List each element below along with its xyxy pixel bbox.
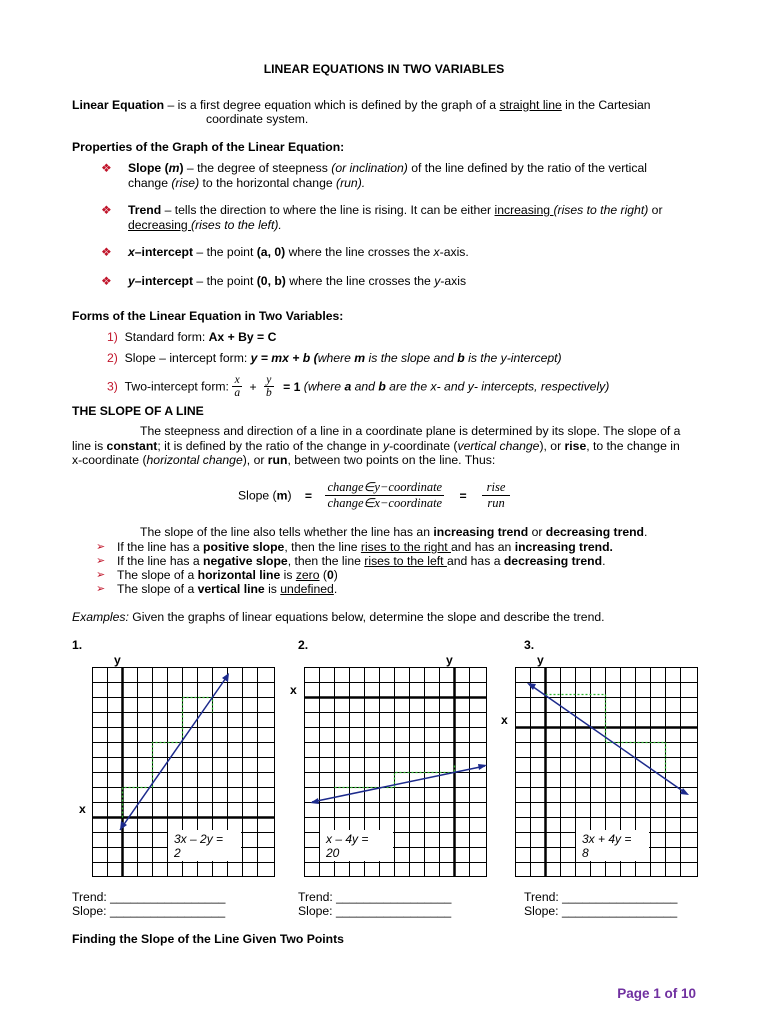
bullet-positive-slope: If the line has a positive slope, then the line rises to the right and has an increasing trend. <box>117 540 613 554</box>
page-number: Page 1 of 10 <box>617 986 696 1001</box>
equation-line <box>310 764 487 804</box>
graph-1-x-label: x <box>79 802 86 816</box>
form-two-intercept: 3) Two-intercept form: $\frac{x}{a}$ + $\frac{y}{b}$ = 1 (where a and b are the x- and y- intercepts, respectively) <box>107 374 610 399</box>
form-slope-intercept: 2) Slope – intercept form: y = mx + b (where m is the slope and b is the y-intercept) <box>107 351 562 365</box>
fraction-x-over-a: $\frac{x}{a}$ <box>234 374 241 399</box>
slope-heading: THE SLOPE OF A LINE <box>72 404 204 418</box>
bullet-negative-slope: If the line has a negative slope, then the line rises to the left and has a decreasing trend. <box>117 554 606 568</box>
trend-paragraph: The slope of the line also tells whether the line has an increasing trend or decreasing trend. <box>140 525 648 539</box>
diamond-bullet-icon: ❖ <box>101 274 112 288</box>
definition-term: Linear Equation <box>72 98 165 112</box>
property-trend: Trend – tells the direction to where the line is rising. It can be either increasing (rises to the right) or decreasing (rises to the left). <box>128 203 663 232</box>
diamond-bullet-icon: ❖ <box>101 161 112 175</box>
definition-line2: coordinate system. <box>206 112 309 126</box>
graph-2-x-label: x <box>290 683 297 697</box>
graph-1-trend: Trend: _________________ <box>72 890 226 904</box>
arrow-bullet-icon: ➢ <box>96 583 106 595</box>
bullet-vertical-line: The slope of a vertical line is undefined. <box>117 582 338 596</box>
diamond-bullet-icon: ❖ <box>101 203 112 217</box>
examples-intro: Examples: Given the graphs of linear equations below, determine the slope and describe the trend. <box>72 610 605 624</box>
graph-2-number: 2. <box>298 638 309 652</box>
finding-slope-heading: Finding the Slope of the Line Given Two Points <box>72 932 344 946</box>
graph-1-y-label: y <box>114 653 121 667</box>
graph-1-equation: 3x – 2y = <box>174 832 224 846</box>
definition: Linear Equation – is a first degree equation which is defined by the graph of a straight line in the Cartesian <box>72 98 651 112</box>
diamond-bullet-icon: ❖ <box>101 245 112 259</box>
equation-line <box>527 683 689 795</box>
property-x-intercept: x–intercept – the point (a, 0) where the line crosses the x-axis. <box>128 245 469 259</box>
graph-3-equation: 3x + 4y = <box>582 832 632 846</box>
graph-3-slope: Slope: _________________ <box>524 904 678 918</box>
property-slope: Slope (m) – the degree of steepness (or inclination) of the line defined by the ratio of the vertical change (rise) to the horizontal change (run). <box>128 161 647 190</box>
slope-formula: Slope (m) = $\frac{\text{change∈y−coordinate}}{\text{change∈x−coordinate}}$ = $\frac{\text{rise}}{\text{run}}$ <box>238 480 510 511</box>
arrow-bullet-icon: ➢ <box>96 541 106 553</box>
property-y-intercept: y–intercept – the point (0, b) where the line crosses the y-axis <box>128 274 467 288</box>
graph-2-equation: x – 4y = <box>326 832 369 846</box>
graph-2-equation-rhs: 20 <box>326 846 340 860</box>
graph-3-trend: Trend: _________________ <box>524 890 678 904</box>
graph-2-y-label: y <box>446 653 453 667</box>
graph-3-x-label: x <box>501 713 508 727</box>
graph-2 <box>304 667 487 877</box>
slope-paragraph: The steepness and direction of a line in a coordinate plane is determined by its slope. The slope of a line is constant; it is defined by the ratio of the change in y-coordinate (vertical change), or rise, to the change in x-coordinate (horizontal change), or run, between two points on the line. Thus: <box>72 424 681 467</box>
bullet-horizontal-line: The slope of a horizontal line is zero (0) <box>117 568 338 582</box>
arrow-bullet-icon: ➢ <box>96 555 106 567</box>
properties-heading: Properties of the Graph of the Linear Equation: <box>72 140 345 154</box>
graph-1-number: 1. <box>72 638 83 652</box>
graph-2-slope: Slope: _________________ <box>298 904 452 918</box>
form-standard: 1) Standard form: Ax + By = C <box>107 330 277 344</box>
graph-1-equation-rhs: 2 <box>174 846 181 860</box>
graph-1-slope: Slope: _________________ <box>72 904 226 918</box>
forms-heading: Forms of the Linear Equation in Two Variables: <box>72 309 344 323</box>
page-title: LINEAR EQUATIONS IN TWO VARIABLES <box>263 62 505 76</box>
graph-3 <box>515 667 698 877</box>
graph-3-number: 3. <box>524 638 535 652</box>
graph-2-trend: Trend: _________________ <box>298 890 452 904</box>
arrow-bullet-icon: ➢ <box>96 569 106 581</box>
graph-3-y-label: y <box>537 653 544 667</box>
fraction-y-over-b: $\frac{y}{b}$ <box>265 374 272 399</box>
graph-1 <box>92 667 275 877</box>
graph-3-equation-rhs: 8 <box>582 846 589 860</box>
